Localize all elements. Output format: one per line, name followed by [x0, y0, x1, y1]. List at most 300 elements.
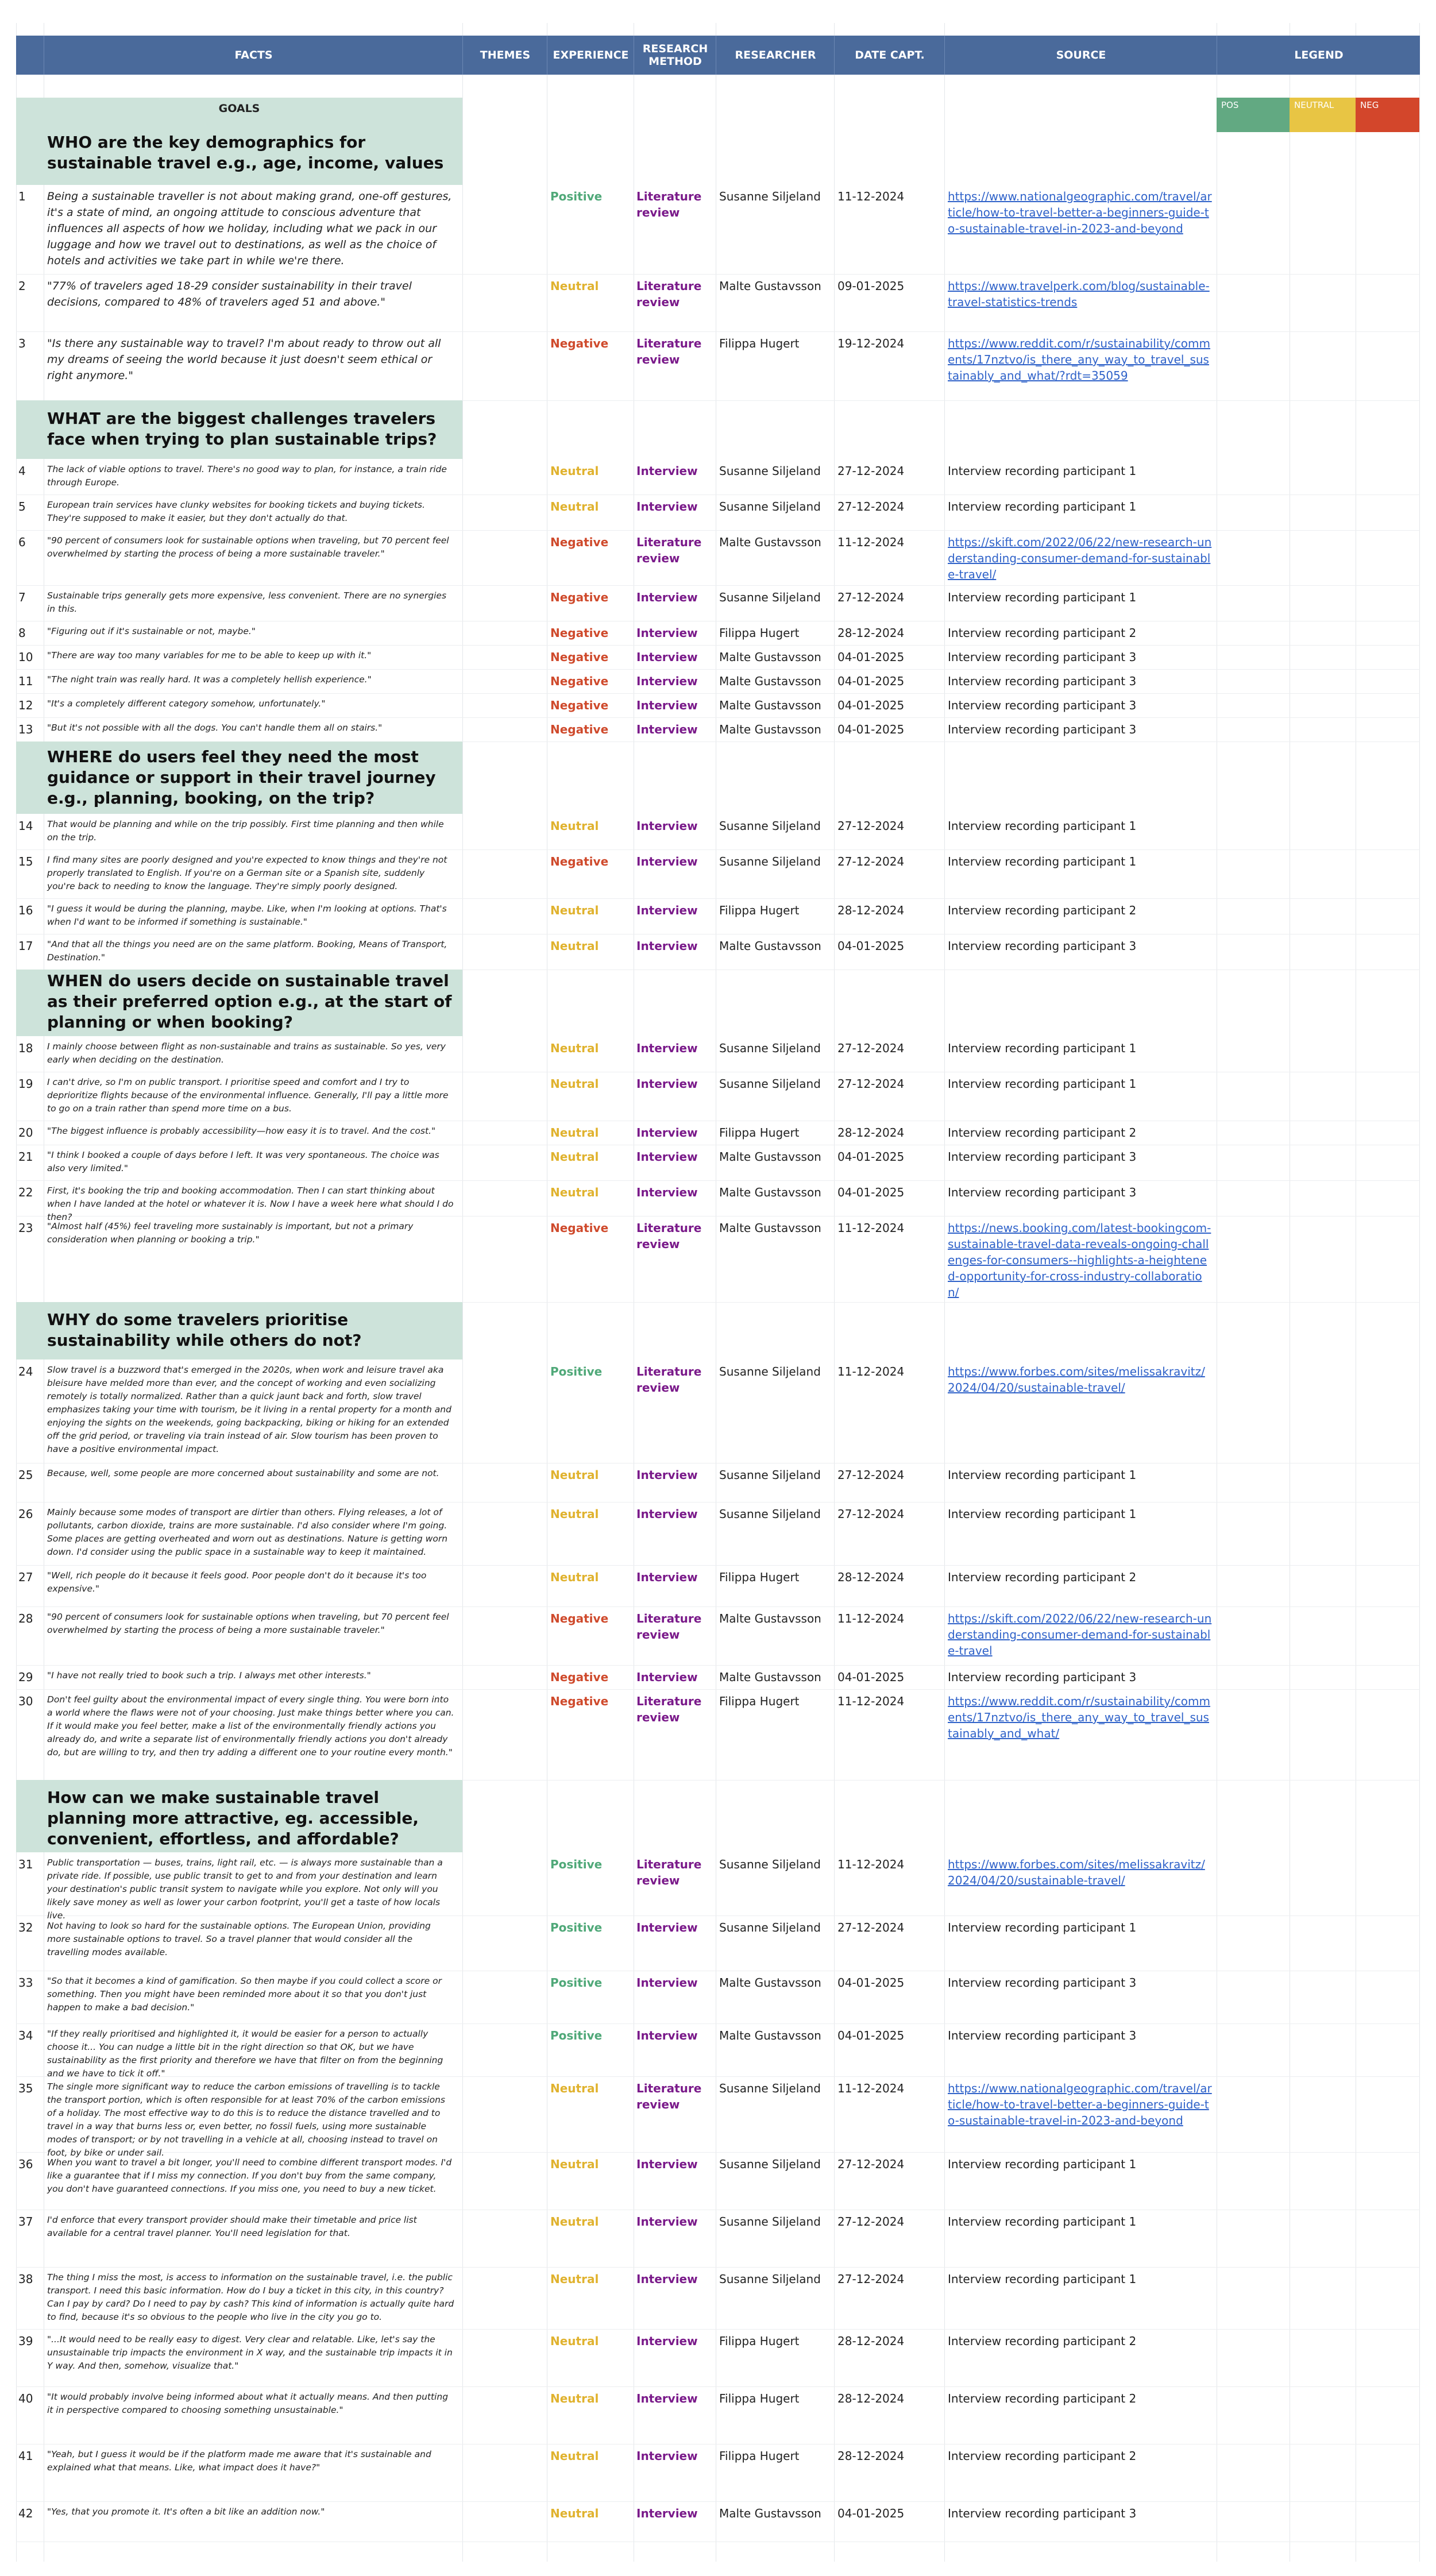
- date-captured: 28-12-2024: [837, 2449, 905, 2463]
- fact-text: "I guess it would be during the planning, maybe. Like, when I'm looking at options. That's when I'd want to be informed if something is sustainable.": [47, 903, 447, 927]
- date-captured: 11-12-2024: [837, 1857, 905, 1871]
- research-method: Literature review: [636, 535, 702, 565]
- researcher-name: Malte Gustavsson: [719, 1150, 821, 1164]
- date-captured: 27-12-2024: [837, 2272, 905, 2286]
- researcher-name: Susanne Siljeland: [719, 590, 821, 604]
- source-text: Interview recording participant 3: [948, 1185, 1137, 1199]
- experience-value: Neutral: [550, 1077, 599, 1091]
- fact-text: The lack of viable options to travel. There's no good way to plan, for instance, a train ride through Europe.: [47, 464, 447, 488]
- row-number: 19: [18, 1077, 33, 1091]
- source-link[interactable]: https://www.forbes.com/sites/melissakravitz/2024/04/20/sustainable-travel/: [948, 1857, 1205, 1887]
- researcher-name: Susanne Siljeland: [719, 1507, 821, 1521]
- date-captured: 27-12-2024: [837, 2157, 905, 2171]
- fact-text: I can't drive, so I'm on public transport. I prioritise speed and comfort and I try to deprioritize flights because of the environmental influence. Generally, I'll pay a little more to go on a train rather than spend more time on a bus.: [47, 1077, 449, 1114]
- header-experience[interactable]: EXPERIENCE: [547, 36, 634, 75]
- research-method: Interview: [636, 2449, 698, 2463]
- row-number: 27: [18, 1570, 33, 1584]
- research-method: Interview: [636, 2334, 698, 2348]
- experience-value: Positive: [550, 1365, 603, 1378]
- researcher-name: Susanne Siljeland: [719, 464, 821, 478]
- experience-value: Neutral: [550, 2272, 599, 2286]
- experience-value: Neutral: [550, 1126, 599, 1140]
- research-method: Interview: [636, 500, 698, 513]
- experience-value: Neutral: [550, 279, 599, 293]
- source-text: Interview recording participant 3: [948, 723, 1137, 736]
- date-captured: 27-12-2024: [837, 1921, 905, 1934]
- source-text: Interview recording participant 1: [948, 590, 1137, 604]
- experience-value: Negative: [550, 626, 609, 640]
- fact-text: "It would probably involve being informed about what it actually means. And then putting it in perspective compared to choosing something unsustainable.": [47, 2392, 449, 2415]
- source-link[interactable]: https://www.nationalgeographic.com/travel/article/how-to-travel-better-a-beginners-guide-to-sustainable-travel-in-2023-and-beyond: [948, 190, 1212, 235]
- research-method: Interview: [636, 1150, 698, 1164]
- section-question: WHY do some travelers prioritise sustainability while others do not?: [47, 1310, 362, 1350]
- researcher-name: Susanne Siljeland: [719, 190, 821, 203]
- researcher-name: Malte Gustavsson: [719, 723, 821, 736]
- fact-text: Sustainable trips generally gets more expensive, less convenient. There are no synergies in this.: [47, 590, 447, 614]
- source-text: Interview recording participant 1: [948, 819, 1137, 833]
- research-method: Interview: [636, 1468, 698, 1482]
- row-number: 2: [18, 279, 26, 293]
- research-method: Interview: [636, 674, 698, 688]
- date-captured: 27-12-2024: [837, 464, 905, 478]
- fact-text: I mainly choose between flight as non-sustainable and trains as sustainable. So yes, very early when deciding on the destination.: [47, 1041, 446, 1065]
- researcher-name: Malte Gustavsson: [719, 1185, 821, 1199]
- fact-text: The single more significant way to reduce the carbon emissions of travelling is to tackle the transport portion, which is often responsible for at least 70% of the carbon emissions of a holiday. The most effective way to do this is to reduce the distance travelled and to travel in a way that burns less or, even better, no fossil fuels, using more sustainable modes of transport; or by not travelling in a vehicle at all, choosing instead to travel on foot, by bike or under sail.: [47, 2081, 445, 2158]
- row-number: 6: [18, 535, 26, 549]
- research-method: Interview: [636, 590, 698, 604]
- experience-value: Neutral: [550, 2215, 599, 2229]
- research-method: Interview: [636, 1670, 698, 1684]
- row-number: 42: [18, 2507, 33, 2520]
- source-text: Interview recording participant 1: [948, 2272, 1137, 2286]
- researcher-name: Filippa Hugert: [719, 1694, 800, 1708]
- fact-text: European train services have clunky websites for booking tickets and buying tickets. They're supposed to make it easier, but they don't actually do that.: [47, 500, 425, 523]
- date-captured: 27-12-2024: [837, 2215, 905, 2229]
- experience-value: Neutral: [550, 2507, 599, 2520]
- row-number: 24: [18, 1365, 33, 1378]
- fact-text: "It's a completely different category somehow, unfortunately.": [47, 698, 326, 709]
- experience-value: Negative: [550, 1670, 609, 1684]
- researcher-name: Filippa Hugert: [719, 337, 800, 350]
- experience-value: Neutral: [550, 1185, 599, 1199]
- research-method: Interview: [636, 819, 698, 833]
- experience-value: Neutral: [550, 464, 599, 478]
- row-number: 4: [18, 464, 26, 478]
- researcher-name: Susanne Siljeland: [719, 2272, 821, 2286]
- source-link[interactable]: https://www.forbes.com/sites/melissakravitz/2024/04/20/sustainable-travel/: [948, 1365, 1205, 1395]
- row-number: 10: [18, 650, 33, 664]
- experience-value: Negative: [550, 674, 609, 688]
- legend-neg: NEG: [1356, 98, 1419, 132]
- fact-text: "I think I booked a couple of days before I left. It was very spontaneous. The choice was also very limited.": [47, 1150, 439, 1173]
- experience-value: Positive: [550, 2029, 603, 2042]
- researcher-name: Filippa Hugert: [719, 1570, 800, 1584]
- row-number: 14: [18, 819, 33, 833]
- source-text: Interview recording participant 1: [948, 1468, 1137, 1482]
- date-captured: 27-12-2024: [837, 819, 905, 833]
- header-date[interactable]: DATE CAPT.: [834, 36, 945, 75]
- researcher-name: Malte Gustavsson: [719, 698, 821, 712]
- researcher-name: Filippa Hugert: [719, 2449, 800, 2463]
- source-text: Interview recording participant 2: [948, 1126, 1137, 1140]
- row-number: 36: [18, 2157, 33, 2171]
- fact-text: "There are way too many variables for me to be able to keep up with it.": [47, 650, 372, 661]
- fact-text: "I have not really tried to book such a trip. I always met other interests.": [47, 1670, 371, 1681]
- researcher-name: Malte Gustavsson: [719, 2507, 821, 2520]
- fact-text: "But it's not possible with all the dogs. You can't handle them all on stairs.": [47, 723, 383, 733]
- research-method: Interview: [636, 626, 698, 640]
- researcher-name: Filippa Hugert: [719, 903, 800, 917]
- row-number: 11: [18, 674, 33, 688]
- row-number: 1: [18, 190, 26, 203]
- row-number: 13: [18, 723, 33, 736]
- section-question: WHAT are the biggest challenges travelers face when trying to plan sustainable trips?: [47, 409, 437, 449]
- researcher-name: Malte Gustavsson: [719, 650, 821, 664]
- research-method: Interview: [636, 1077, 698, 1091]
- row-number: 33: [18, 1976, 33, 1990]
- fact-text: "...It would need to be really easy to digest. Very clear and relatable. Like, let's say the unsustainable trip impacts the environment in X way, and the sustainable trip impacts it in Y way. And then, somehow, visualize that.": [47, 2334, 453, 2371]
- date-captured: 27-12-2024: [837, 1077, 905, 1091]
- experience-value: Neutral: [550, 500, 599, 513]
- researcher-name: Susanne Siljeland: [719, 2081, 821, 2095]
- source-text: Interview recording participant 1: [948, 1507, 1137, 1521]
- row-number: 41: [18, 2449, 33, 2463]
- researcher-name: Susanne Siljeland: [719, 1468, 821, 1482]
- researcher-name: Susanne Siljeland: [719, 1921, 821, 1934]
- source-text: Interview recording participant 3: [948, 2507, 1137, 2520]
- fact-text: Slow travel is a buzzword that's emerged in the 2020s, when work and leisure travel aka bleisure have melded more than ever, and the concept of working and even socializing remotely is totally normalized. Rather than a quick jaunt back and forth, slow travel emphasizes taking your time with tourism, be it living in a rental property for a month and enjoying the sights on the weekends, going backpacking, biking or hiking for an extended off the grid period, or traveling via train instead of air. Slow tourism has been proven to have a positive environmental impact.: [47, 1365, 451, 1454]
- date-captured: 04-01-2025: [837, 2029, 905, 2042]
- date-captured: 04-01-2025: [837, 1670, 905, 1684]
- fact-text: The thing I miss the most, is access to information on the sustainable travel, i.e. the public transport. I need this basic information. How do I buy a ticket in this city, in this country? Can I pay by card? Do I need to pay by cash? This kind of information is actually quite hard to find, because it's so obvious to the people who live in the city you go to.: [47, 2272, 454, 2322]
- header-research-method[interactable]: RESEARCH METHOD: [634, 36, 716, 75]
- researcher-name: Filippa Hugert: [719, 2392, 800, 2405]
- researcher-name: Susanne Siljeland: [719, 2215, 821, 2229]
- experience-value: Neutral: [550, 1468, 599, 1482]
- experience-value: Neutral: [550, 903, 599, 917]
- research-method: Literature review: [636, 279, 702, 309]
- source-text: Interview recording participant 3: [948, 698, 1137, 712]
- experience-value: Positive: [550, 1976, 603, 1990]
- date-captured: 04-01-2025: [837, 698, 905, 712]
- experience-value: Negative: [550, 535, 609, 549]
- researcher-name: Malte Gustavsson: [719, 939, 821, 953]
- research-method: Interview: [636, 1041, 698, 1055]
- source-link[interactable]: https://www.reddit.com/r/sustainability/comments/17nztvo/is_there_any_way_to_travel_sustainably_and_what/?rdt=35059: [948, 337, 1211, 383]
- date-captured: 27-12-2024: [837, 1468, 905, 1482]
- experience-value: Positive: [550, 1921, 603, 1934]
- source-text: Interview recording participant 1: [948, 464, 1137, 478]
- source-text: Interview recording participant 1: [948, 2215, 1137, 2229]
- section-question: How can we make sustainable travel planning more attractive, eg. accessible, convenient, effortless, and affordable?: [47, 1788, 419, 1848]
- research-method: Interview: [636, 1126, 698, 1140]
- row-number: 28: [18, 1612, 33, 1625]
- row-number: 15: [18, 855, 33, 868]
- fact-text: "Is there any sustainable way to travel? I'm about ready to throw out all my dreams of seeing the world because it just doesn't seem ethical or right anymore.": [47, 337, 441, 382]
- row-number: 18: [18, 1041, 33, 1055]
- date-captured: 11-12-2024: [837, 1221, 905, 1235]
- research-method: Interview: [636, 2392, 698, 2405]
- source-text: Interview recording participant 2: [948, 2392, 1137, 2405]
- row-number: 20: [18, 1126, 33, 1140]
- fact-text: "Well, rich people do it because it feels good. Poor people don't do it because it's too expensive.": [47, 1570, 427, 1594]
- source-text: Interview recording participant 3: [948, 2029, 1137, 2042]
- research-method: Interview: [636, 1921, 698, 1934]
- researcher-name: Malte Gustavsson: [719, 674, 821, 688]
- row-number: 7: [18, 590, 26, 604]
- row-number: 26: [18, 1507, 33, 1521]
- research-method: Literature review: [636, 1857, 702, 1887]
- row-number: 23: [18, 1221, 33, 1235]
- research-method: Literature review: [636, 1612, 702, 1642]
- research-method: Interview: [636, 1185, 698, 1199]
- header-researcher[interactable]: RESEARCHER: [716, 36, 835, 75]
- legend-neutral: NEUTRAL: [1290, 98, 1356, 132]
- source-link[interactable]: https://skift.com/2022/06/22/new-research-understanding-consumer-demand-for-sustainable-travel/: [948, 535, 1212, 581]
- header-legend[interactable]: LEGEND: [1217, 36, 1420, 75]
- row-number: 32: [18, 1921, 33, 1934]
- row-number: 37: [18, 2215, 33, 2229]
- researcher-name: Susanne Siljeland: [719, 1077, 821, 1091]
- date-captured: 28-12-2024: [837, 903, 905, 917]
- date-captured: 27-12-2024: [837, 1041, 905, 1055]
- source-link[interactable]: https://www.travelperk.com/blog/sustainable-travel-statistics-trends: [948, 279, 1210, 309]
- fact-text: First, it's booking the trip and booking accommodation. Then I can start thinking about when I have landed at the hotel or whatever it is. Now I have a week here what should I do then?: [47, 1185, 454, 1222]
- source-link[interactable]: https://www.reddit.com/r/sustainability/comments/17nztvo/is_there_any_way_to_travel_sustainably_and_what/: [948, 1694, 1211, 1740]
- source-text: Interview recording participant 1: [948, 1921, 1137, 1934]
- researcher-name: Susanne Siljeland: [719, 855, 821, 868]
- fact-text: "The night train was really hard. It was a completely hellish experience.": [47, 674, 372, 685]
- experience-value: Neutral: [550, 819, 599, 833]
- source-text: Interview recording participant 1: [948, 1077, 1137, 1091]
- research-method: Interview: [636, 723, 698, 736]
- date-captured: 28-12-2024: [837, 2392, 905, 2405]
- legend-pos: POS: [1217, 98, 1290, 132]
- date-captured: 04-01-2025: [837, 674, 905, 688]
- research-method: Interview: [636, 855, 698, 868]
- experience-value: Neutral: [550, 939, 599, 953]
- researcher-name: Susanne Siljeland: [719, 500, 821, 513]
- date-captured: 11-12-2024: [837, 190, 905, 203]
- experience-value: Neutral: [550, 1570, 599, 1584]
- date-captured: 09-01-2025: [837, 279, 905, 293]
- fact-text: "The biggest influence is probably accessibility—how easy it is to travel. And the cost.": [47, 1126, 436, 1136]
- experience-value: Neutral: [550, 1041, 599, 1055]
- date-captured: 04-01-2025: [837, 939, 905, 953]
- source-text: Interview recording participant 1: [948, 1041, 1137, 1055]
- header-themes[interactable]: THEMES: [462, 36, 547, 75]
- date-captured: 11-12-2024: [837, 1365, 905, 1378]
- fact-text: "Yes, that you promote it. It's often a bit like an addition now.": [47, 2507, 325, 2517]
- row-number: 30: [18, 1694, 33, 1708]
- section-question: WHEN do users decide on sustainable travel as their preferred option e.g., at the start of planning or when booking?: [47, 971, 452, 1032]
- date-captured: 11-12-2024: [837, 2081, 905, 2095]
- row-number: 3: [18, 337, 26, 350]
- research-method: Interview: [636, 1507, 698, 1521]
- source-text: Interview recording participant 3: [948, 674, 1137, 688]
- row-number: 5: [18, 500, 26, 513]
- fact-text: "90 percent of consumers look for sustainable options when traveling, but 70 percent feel overwhelmed by starting the process of being a more sustainable traveler.": [47, 535, 449, 559]
- row-number: 12: [18, 698, 33, 712]
- experience-value: Neutral: [550, 1507, 599, 1521]
- fact-text: I find many sites are poorly designed and you're expected to know things and they're not properly translated to English. If you're on a German site or a Spanish site, suddenly you're back to needing to know the language. They're simply poorly designed.: [47, 855, 447, 891]
- row-number: 35: [18, 2081, 33, 2095]
- researcher-name: Filippa Hugert: [719, 626, 800, 640]
- experience-value: Neutral: [550, 2157, 599, 2171]
- research-method: Interview: [636, 2029, 698, 2042]
- fact-text: Because, well, some people are more concerned about sustainability and some are not.: [47, 1468, 439, 1478]
- row-number: 38: [18, 2272, 33, 2286]
- source-text: Interview recording participant 2: [948, 2334, 1137, 2348]
- date-captured: 27-12-2024: [837, 500, 905, 513]
- researcher-name: Malte Gustavsson: [719, 279, 821, 293]
- date-captured: 11-12-2024: [837, 1612, 905, 1625]
- researcher-name: Filippa Hugert: [719, 1126, 800, 1140]
- research-method: Interview: [636, 698, 698, 712]
- date-captured: 28-12-2024: [837, 1570, 905, 1584]
- experience-value: Neutral: [550, 2449, 599, 2463]
- section-question: WHERE do users feel they need the most guidance or support in their travel journey e.g., planning, booking, on the trip?: [47, 747, 436, 808]
- source-text: Interview recording participant 3: [948, 1976, 1137, 1990]
- row-number: 34: [18, 2029, 33, 2042]
- source-link[interactable]: https://skift.com/2022/06/22/new-research-understanding-consumer-demand-for-sustainable-travel: [948, 1612, 1212, 1658]
- source-link[interactable]: https://news.booking.com/latest-bookingcom-sustainable-travel-data-reveals-ongoing-challenges-for-consumers--highlights-a-heightened-opportunity-for-cross-industry-collaboration/: [948, 1221, 1211, 1299]
- row-number: 40: [18, 2392, 33, 2405]
- row-number: 31: [18, 1857, 33, 1871]
- research-method: Literature review: [636, 2081, 702, 2111]
- date-captured: 11-12-2024: [837, 535, 905, 549]
- researcher-name: Malte Gustavsson: [719, 535, 821, 549]
- experience-value: Positive: [550, 190, 603, 203]
- goals-label: GOALS: [16, 98, 462, 119]
- experience-value: Negative: [550, 698, 609, 712]
- section-question: WHO are the key demographics for sustainable travel e.g., age, income, values: [47, 133, 444, 172]
- fact-text: Not having to look so hard for the sustainable options. The European Union, providing more sustainable options to travel. So a travel planner that would consider all the travelling modes available.: [47, 1921, 431, 1957]
- research-method: Interview: [636, 650, 698, 664]
- experience-value: Negative: [550, 1221, 609, 1235]
- row-number: 25: [18, 1468, 33, 1482]
- researcher-name: Malte Gustavsson: [719, 1976, 821, 1990]
- source-text: Interview recording participant 3: [948, 939, 1137, 953]
- fact-text: "90 percent of consumers look for sustainable options when traveling, but 70 percent feel overwhelmed by starting the process of being a more sustainable traveler.": [47, 1612, 449, 1635]
- experience-value: Negative: [550, 1612, 609, 1625]
- date-captured: 27-12-2024: [837, 590, 905, 604]
- experience-value: Negative: [550, 1694, 609, 1708]
- source-text: Interview recording participant 2: [948, 903, 1137, 917]
- date-captured: 04-01-2025: [837, 1150, 905, 1164]
- header-facts[interactable]: FACTS: [44, 36, 463, 75]
- fact-text: "And that all the things you need are on the same platform. Booking, Means of Transport, Destination.": [47, 939, 447, 963]
- date-captured: 04-01-2025: [837, 650, 905, 664]
- source-text: Interview recording participant 1: [948, 500, 1137, 513]
- experience-value: Negative: [550, 855, 609, 868]
- researcher-name: Susanne Siljeland: [719, 1857, 821, 1871]
- fact-text: "Almost half (45%) feel traveling more sustainably is important, but not a primary consideration when planning or booking a trip.": [47, 1221, 414, 1245]
- fact-text: Mainly because some modes of transport are dirtier than others. Flying releases, a lot of pollutants, carbon dioxide, trains are more sustainable. I'd also consider where I'm going. Some places are getting overheated and worn out as destinations. Nature is getting worn down. I'd consider using the public space in a sustainable way to keep it maintained.: [47, 1507, 448, 1557]
- researcher-name: Malte Gustavsson: [719, 2029, 821, 2042]
- research-method: Interview: [636, 464, 698, 478]
- fact-text: "77% of travelers aged 18-29 consider sustainability in their travel decisions, compared to 48% of travelers aged 51 and above.": [47, 280, 412, 308]
- source-text: Interview recording participant 2: [948, 2449, 1137, 2463]
- researcher-name: Malte Gustavsson: [719, 1221, 821, 1235]
- date-captured: 04-01-2025: [837, 723, 905, 736]
- row-number: 22: [18, 1185, 33, 1199]
- research-method: Interview: [636, 1976, 698, 1990]
- fact-text: Being a sustainable traveller is not about making grand, one-off gestures, it's a state of mind, an ongoing attitude to conscious adventure that influences all aspects of how we holiday, including what we pack in our luggage and how we travel out to destinations, as well as the choice of hotels and activities we take part in while we're there.: [47, 190, 452, 267]
- source-link[interactable]: https://www.nationalgeographic.com/travel/article/how-to-travel-better-a-beginners-guide-to-sustainable-travel-in-2023-and-beyond: [948, 2081, 1212, 2127]
- research-method: Interview: [636, 903, 698, 917]
- date-captured: 11-12-2024: [837, 1694, 905, 1708]
- row-number: 8: [18, 626, 26, 640]
- experience-value: Neutral: [550, 2392, 599, 2405]
- date-captured: 28-12-2024: [837, 2334, 905, 2348]
- fact-text: "Figuring out if it's sustainable or not, maybe.": [47, 626, 256, 636]
- source-text: Interview recording participant 3: [948, 1150, 1137, 1164]
- experience-value: Negative: [550, 337, 609, 350]
- date-captured: 28-12-2024: [837, 626, 905, 640]
- date-captured: 19-12-2024: [837, 337, 905, 350]
- source-text: Interview recording participant 3: [948, 650, 1137, 664]
- fact-text: That would be planning and while on the trip possibly. First time planning and then while on the trip.: [47, 819, 444, 843]
- research-method: Interview: [636, 1570, 698, 1584]
- research-method: Interview: [636, 2215, 698, 2229]
- fact-text: "So that it becomes a kind of gamification. So then maybe if you could collect a score or something. Then you might have been reminded more about it so that you don't just happen to make a bad decision.": [47, 1976, 442, 2013]
- research-method: Literature review: [636, 1365, 702, 1395]
- researcher-name: Susanne Siljeland: [719, 1041, 821, 1055]
- researcher-name: Filippa Hugert: [719, 2334, 800, 2348]
- research-method: Literature review: [636, 1694, 702, 1724]
- source-text: Interview recording participant 1: [948, 855, 1137, 868]
- date-captured: 27-12-2024: [837, 855, 905, 868]
- experience-value: Neutral: [550, 2081, 599, 2095]
- research-method: Interview: [636, 2272, 698, 2286]
- header-source[interactable]: SOURCE: [944, 36, 1217, 75]
- research-method: Literature review: [636, 1221, 702, 1251]
- date-captured: 04-01-2025: [837, 1976, 905, 1990]
- fact-text: "If they really prioritised and highlighted it, it would be easier for a person to actually choose it... You can nudge a little bit in the right direction so that OK, but we have sustainability as the first priority and therefore we have that filter on from the beginning and we have to tick it off.": [47, 2029, 443, 2079]
- fact-text: Don't feel guilty about the environmental impact of every single thing. You were born into a world where the flaws were not of your choosing. Just make things better where you can. If it would make you feel better, make a list of the environmentally friendly actions you already do, and write a separate list of environmentally friendly actions you don't already do, but are willing to try, and then try adding a different one to your routine every month.": [47, 1694, 454, 1758]
- research-method: Literature review: [636, 337, 702, 366]
- experience-value: Negative: [550, 590, 609, 604]
- date-captured: 04-01-2025: [837, 2507, 905, 2520]
- row-number: 39: [18, 2334, 33, 2348]
- row-number: 16: [18, 903, 33, 917]
- experience-value: Neutral: [550, 1150, 599, 1164]
- research-method: Literature review: [636, 190, 702, 219]
- date-captured: 27-12-2024: [837, 1507, 905, 1521]
- research-method: Interview: [636, 939, 698, 953]
- researcher-name: Susanne Siljeland: [719, 2157, 821, 2171]
- row-number: 17: [18, 939, 33, 953]
- fact-text: I'd enforce that every transport provider should make their timetable and price list available for a central travel planner. You'll need legislation for that.: [47, 2215, 417, 2238]
- research-method: Interview: [636, 2157, 698, 2171]
- researcher-name: Malte Gustavsson: [719, 1670, 821, 1684]
- row-number: 21: [18, 1150, 33, 1164]
- researcher-name: Susanne Siljeland: [719, 819, 821, 833]
- date-captured: 04-01-2025: [837, 1185, 905, 1199]
- experience-value: Negative: [550, 723, 609, 736]
- research-method: Interview: [636, 2507, 698, 2520]
- experience-value: Positive: [550, 1857, 603, 1871]
- researcher-name: Susanne Siljeland: [719, 1365, 821, 1378]
- researcher-name: Malte Gustavsson: [719, 1612, 821, 1625]
- experience-value: Neutral: [550, 2334, 599, 2348]
- source-text: Interview recording participant 3: [948, 1670, 1137, 1684]
- source-text: Interview recording participant 2: [948, 626, 1137, 640]
- fact-text: "Yeah, but I guess it would be if the platform made me aware that it's sustainable and explained what that means. Like, what impact does it have?": [47, 2449, 431, 2473]
- source-text: Interview recording participant 2: [948, 1570, 1137, 1584]
- experience-value: Negative: [550, 650, 609, 664]
